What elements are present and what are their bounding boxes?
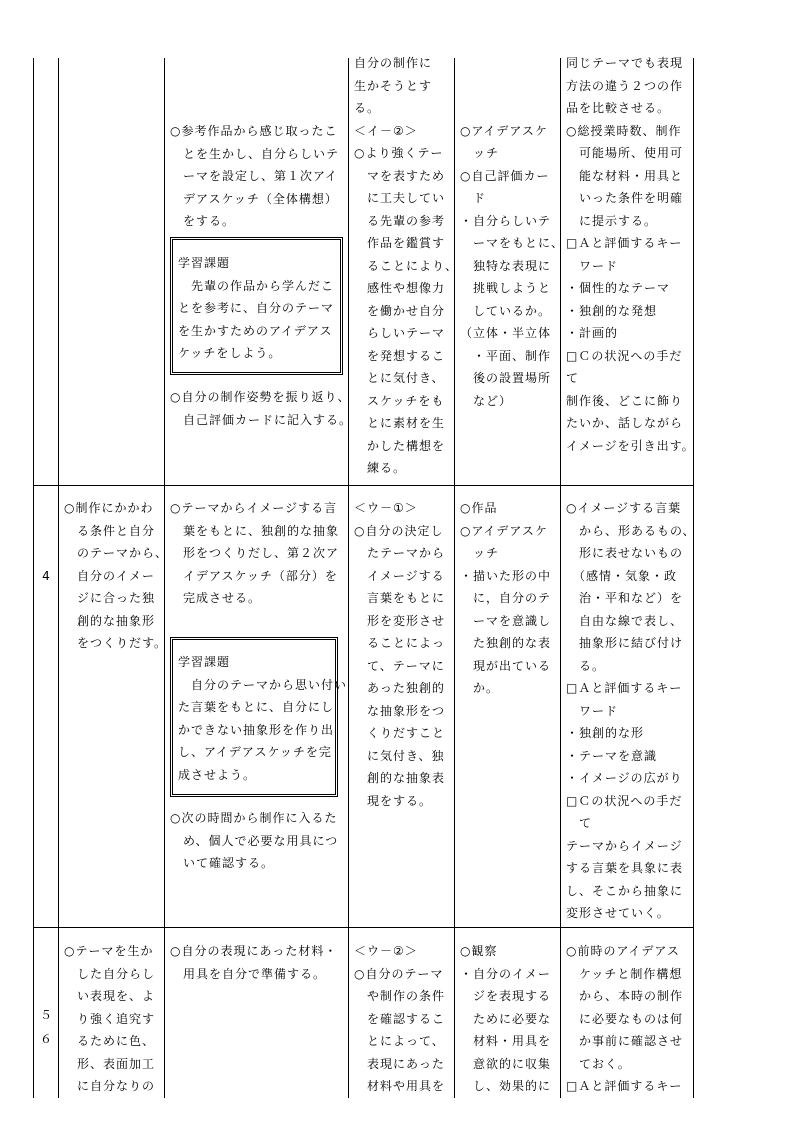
text-line: マを表すため: [354, 168, 446, 183]
text-line: 創的な抽象表: [354, 771, 446, 785]
text-line: 挑戦しようと: [460, 281, 552, 295]
evaluation-method-cell: [460, 940, 551, 1098]
text-line: イメージを引き出す。: [566, 438, 695, 453]
text-line: る先輩の参考: [354, 213, 446, 228]
text-line: （立体・半立体: [460, 326, 552, 340]
activity-cell: [170, 940, 337, 985]
text-line: 抽象形に結び付け: [566, 636, 684, 650]
text-line: [460, 97, 564, 120]
text-line: をつくりだす。: [64, 636, 168, 650]
text-line: 後の設置場所: [460, 371, 552, 385]
text-line: る条件と自分: [64, 523, 156, 538]
text-line: から、形あるもの、: [566, 523, 696, 538]
text-line: ○作品: [460, 501, 498, 515]
text-line: ておく。: [566, 1056, 631, 1071]
text-line: 形に表せないもの: [566, 546, 684, 560]
text-line: ○自分の表現にあった材料・: [170, 944, 338, 958]
learning-goal-cell: [64, 940, 155, 1098]
text-line: ・自分らしいテ: [460, 213, 552, 228]
text-line: 先輩の作品から学んだこ: [178, 278, 335, 293]
text-line: 用具を自分で準備する。: [170, 966, 327, 981]
text-line: 品を比較させる。: [566, 101, 671, 115]
text-line: □Ｃの状況への手だ: [566, 348, 683, 363]
text-line: くりだすこと: [354, 726, 446, 740]
text-line: ・自分のイメー: [460, 966, 551, 981]
activity-cell: [170, 120, 339, 233]
text-line: し、アイデアスケッチを完: [178, 745, 332, 759]
text-line: ○次の時間から制作に入るた: [170, 811, 338, 825]
text-line: し、そこから抽象に: [566, 883, 684, 898]
text-line: □Ａと評価するキー: [566, 236, 683, 250]
text-line: た言葉をもとに、自分にし: [178, 700, 335, 714]
teaching-support-cell: [566, 940, 683, 1098]
evaluation-method-cell: [460, 497, 551, 700]
text-line: 自己評価カードに記入する。: [170, 412, 353, 427]
text-line: に自分なりの: [64, 1079, 156, 1093]
text-line: イデアスケッチ（部分）を: [170, 568, 338, 583]
text-line: ワード: [566, 703, 619, 718]
text-line: ーマをもとに、: [460, 236, 565, 250]
text-line: 表現にあった: [354, 1056, 445, 1071]
text-line: [460, 75, 564, 98]
text-line: □Ｃの状況への手だ: [566, 793, 683, 808]
text-line: 自分のテーマから思い付い: [178, 677, 348, 692]
teaching-support-cell: [566, 52, 695, 457]
evaluation-criteria-cell: [354, 497, 445, 812]
text-line: 学習課題: [178, 655, 231, 669]
text-line: を生かすためのアイデアス: [178, 323, 333, 338]
text-line: イメージする: [354, 568, 445, 583]
text-line: とによって、: [354, 1034, 445, 1048]
text-line: 練る。: [354, 461, 407, 475]
text-line: 現が出ている: [460, 658, 552, 673]
text-line: ・独創的な発想: [566, 303, 658, 318]
text-line: な抽象形をつ: [354, 703, 446, 718]
text-line: に，自分のテ: [460, 591, 552, 605]
text-line: 制作後、どこに飾り: [566, 393, 684, 408]
text-line: 同じテーマでも表現: [566, 56, 684, 70]
text-line: ワード: [566, 258, 619, 273]
text-line: る。: [566, 658, 606, 673]
text-line: 形をつくりだし、第２次ア: [170, 546, 340, 560]
lesson-number-6: ６: [39, 1032, 52, 1046]
text-line: 学習課題: [178, 256, 231, 270]
text-line: 葉をもとに、独創的な抽象: [170, 523, 340, 538]
evaluation-criteria-cell: [354, 52, 458, 480]
row-divider-2: [33, 927, 694, 928]
text-line: かした構想を: [354, 438, 446, 453]
text-line: 能な材料・用具と: [566, 168, 684, 183]
text-line: し、効果的に: [460, 1079, 552, 1093]
text-line: かできない抽象形を作り出: [178, 722, 335, 737]
text-line: ○前時のアイデアス: [566, 944, 680, 958]
text-line: 独特な表現に: [460, 258, 552, 273]
text-line: をする。: [170, 214, 236, 228]
text-line: ・独創的な形: [566, 726, 645, 740]
text-line: 形、表面加工: [64, 1056, 156, 1071]
text-line: ジを表現する: [460, 989, 552, 1003]
text-line: とに気付き、: [354, 371, 445, 385]
text-line: に工夫してい: [354, 191, 446, 205]
text-line: とを参考に、自分のテーマ: [178, 301, 335, 315]
activity-cell-followup: [170, 807, 338, 875]
table-col-divider-1: [58, 58, 59, 1098]
text-line: を確認するこ: [354, 1011, 446, 1026]
text-line: スケッチをも: [354, 393, 445, 408]
row-divider-1: [33, 485, 694, 486]
text-line: した自分らし: [64, 966, 156, 981]
text-line: るために色、: [64, 1034, 156, 1048]
text-line: とを生かし、自分らしいテ: [170, 146, 340, 161]
text-line: に必要なものは何: [566, 1011, 684, 1026]
text-line: ーマを意識し: [460, 613, 552, 628]
text-line: ることによっ: [354, 636, 446, 650]
text-line: た独創的な表: [460, 636, 552, 650]
text-line: ○参考作品から感じ取ったこ: [170, 124, 338, 138]
text-line: など）: [460, 393, 513, 408]
text-line: ○より強くテー: [354, 146, 444, 160]
text-line: ＜ウ－①＞: [354, 501, 418, 515]
text-line: いて確認する。: [170, 856, 275, 870]
table-col-divider-3: [348, 58, 349, 1098]
text-line: て: [566, 371, 580, 385]
text-line: ド: [460, 191, 487, 205]
text-line: いった条件を明確: [566, 191, 684, 205]
text-line: ケッチをしよう。: [178, 346, 282, 360]
text-line: 変形させていく。: [566, 906, 670, 920]
activity-cell: [170, 497, 339, 610]
text-line: ○自己評価カー: [460, 168, 550, 183]
text-line: [460, 52, 564, 75]
text-line: 感性や想像力: [354, 281, 446, 295]
text-line: □Ａと評価するキー: [566, 1079, 683, 1093]
text-line: 自分の制作に: [354, 56, 433, 70]
learning-task-text: [178, 252, 334, 365]
learning-goal-cell: [64, 497, 168, 655]
text-line: ジに合った独: [64, 591, 156, 605]
text-line: 材料・用具を: [460, 1034, 552, 1048]
text-line: に提示する。: [566, 213, 658, 228]
text-line: 材料や用具を: [354, 1079, 446, 1093]
text-line: ○自分の決定し: [354, 523, 444, 538]
text-line: ○イメージする言葉: [566, 501, 682, 515]
text-line: ○アイデアスケ: [460, 123, 548, 138]
text-line: 作品を鑑賞す: [354, 236, 446, 250]
text-line: ○自分の制作姿勢を振り返り、: [170, 390, 351, 404]
text-line: 自由な線で表し、: [566, 613, 684, 628]
text-line: て: [566, 816, 593, 830]
text-line: ッチ: [460, 146, 500, 160]
text-line: ○テーマからイメージする言: [170, 501, 338, 515]
text-line: や制作の条件: [354, 989, 446, 1003]
text-line: ・描いた形の中: [460, 568, 552, 583]
text-line: ッチ: [460, 546, 500, 560]
text-line: 創的な抽象形: [64, 613, 156, 628]
text-line: ○自分のテーマ: [354, 966, 444, 981]
text-line: 成させよう。: [178, 767, 257, 782]
text-line: あった独創的: [354, 681, 445, 695]
text-line: を働かせ自分: [354, 303, 446, 318]
text-line: 言葉をもとに: [354, 591, 446, 605]
text-line: め、個人で必要な用具につ: [170, 833, 339, 848]
text-line: 生かそうとす: [354, 78, 433, 93]
text-line: ○テーマを生か: [64, 944, 154, 958]
text-line: しているか。: [460, 303, 552, 318]
text-line: て、テーマに: [354, 658, 445, 673]
text-line: ・テーマを意識: [566, 748, 658, 763]
text-line: ることにより、: [354, 258, 459, 273]
text-line: たテーマから: [354, 546, 446, 560]
text-line: 方法の違う２つの作: [566, 78, 684, 93]
text-line: り強く追究す: [64, 1011, 156, 1026]
text-line: 可能場所、使用可: [566, 146, 684, 160]
text-line: らしいテーマ: [354, 326, 446, 340]
text-line: する言葉を具象に表: [566, 861, 684, 875]
text-line: 意欲的に収集: [460, 1056, 552, 1071]
text-line: ○観察: [460, 944, 498, 958]
text-line: とに素材を生: [354, 416, 446, 430]
text-line: を発想するこ: [354, 348, 446, 363]
text-line: ・平面、制作: [460, 348, 552, 363]
text-line: テーマからイメージ: [566, 838, 683, 853]
text-line: か。: [460, 681, 500, 695]
teaching-support-cell: [566, 497, 696, 925]
evaluation-criteria-cell: [354, 940, 445, 1098]
text-line: に気付き、独: [354, 748, 445, 763]
text-line: ○制作にかかわ: [64, 501, 154, 515]
text-line: （感情・気象・政: [566, 568, 678, 583]
evaluation-method-cell: [460, 52, 564, 412]
text-line: か事前に確認させ: [566, 1034, 684, 1048]
text-line: のテーマから、: [64, 546, 169, 560]
learning-task-text: [178, 651, 347, 786]
text-line: ＜ウ－②＞: [354, 944, 418, 958]
text-line: ・個性的なテーマ: [566, 281, 671, 295]
text-line: 現をする。: [354, 793, 433, 808]
text-line: ・計画的: [566, 326, 619, 340]
text-line: ために必要な: [460, 1011, 552, 1026]
text-line: ○総授業時数、制作: [566, 123, 682, 138]
activity-cell-followup: [170, 386, 352, 431]
text-line: ケッチと制作構想: [566, 966, 683, 981]
text-line: 治・平和など）を: [566, 591, 684, 605]
text-line: ○アイデアスケ: [460, 523, 548, 538]
lesson-number-5: ５: [39, 1008, 52, 1022]
text-line: る。: [354, 101, 381, 115]
text-line: 完成させる。: [170, 591, 262, 605]
text-line: から、本時の制作: [566, 989, 684, 1003]
text-line: 形を変形させ: [354, 613, 446, 628]
text-line: たいか、話しながら: [566, 416, 684, 430]
text-line: ・イメージの広がり: [566, 771, 683, 785]
text-line: い表現を、よ: [64, 989, 156, 1003]
lesson-number: 4: [42, 569, 50, 583]
text-line: □Ａと評価するキー: [566, 681, 683, 695]
text-line: ＜イ－②＞: [354, 123, 418, 138]
text-line: 自分のイメー: [64, 568, 155, 583]
text-line: ーマを設定し、第１次アイ: [170, 169, 338, 183]
text-line: デアスケッチ（全体構想）: [170, 191, 338, 206]
